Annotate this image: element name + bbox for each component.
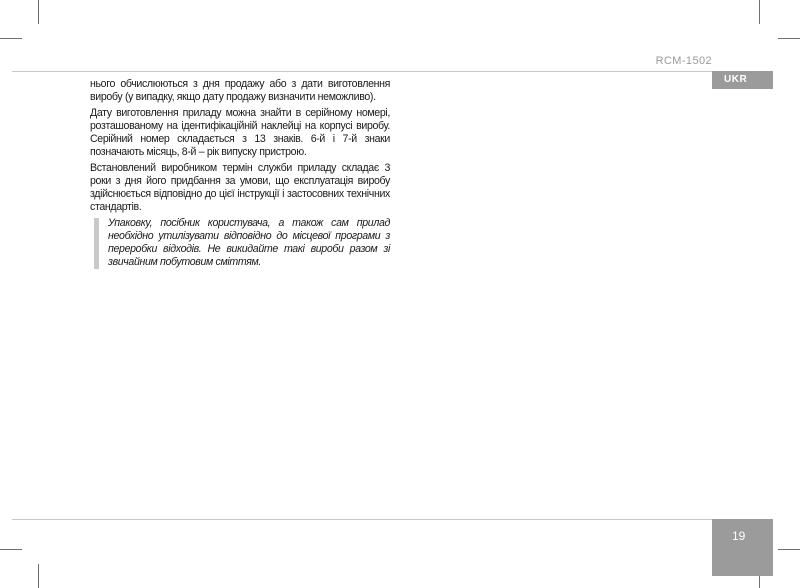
- paragraph: нього обчислюються з дня продажу або з дати виготовлення виробу (у випадку, якщо дату продажу визначити неможливо).: [90, 78, 390, 103]
- crop-mark: [0, 549, 22, 550]
- crop-mark: [38, 0, 39, 24]
- note-text: Упаковку, посібник користувача, а також сам прилад необхідно утилізувати відповідно до місцевої програми з переробки відходів. Не викидайте такі вироби разом зі звичайним побутовим сміттям.: [108, 217, 390, 268]
- crop-mark: [0, 38, 22, 39]
- note-bar: [94, 218, 99, 269]
- crop-mark: [778, 549, 800, 550]
- language-tab: UKR: [712, 71, 773, 89]
- paragraph: Дату виготовлення приладу можна знайти в серійному номері, розташованому на ідентифікаційній наклейці на корпусі виробу. Серійний номер складається з 13 знаків. 6-й і 7-й знаки позначають місяць, 8-й – рік випуску пристрою.: [90, 107, 390, 158]
- paragraph: Встановлений виробником термін служби приладу складає 3 роки з дня його придбання за умови, що експлуатація виробу здійснюється відповідно до цієї інструкції і застосовних технічних стандартів.: [90, 162, 390, 213]
- footer-rule: [12, 519, 712, 520]
- crop-mark: [778, 38, 800, 39]
- page-content: [90, 78, 390, 269]
- header-rule: [12, 71, 712, 72]
- model-number: RCM-1502: [655, 55, 712, 67]
- crop-mark: [759, 0, 760, 24]
- crop-mark: [38, 564, 39, 588]
- recycling-note: [90, 217, 390, 269]
- page-number: 19: [712, 519, 773, 576]
